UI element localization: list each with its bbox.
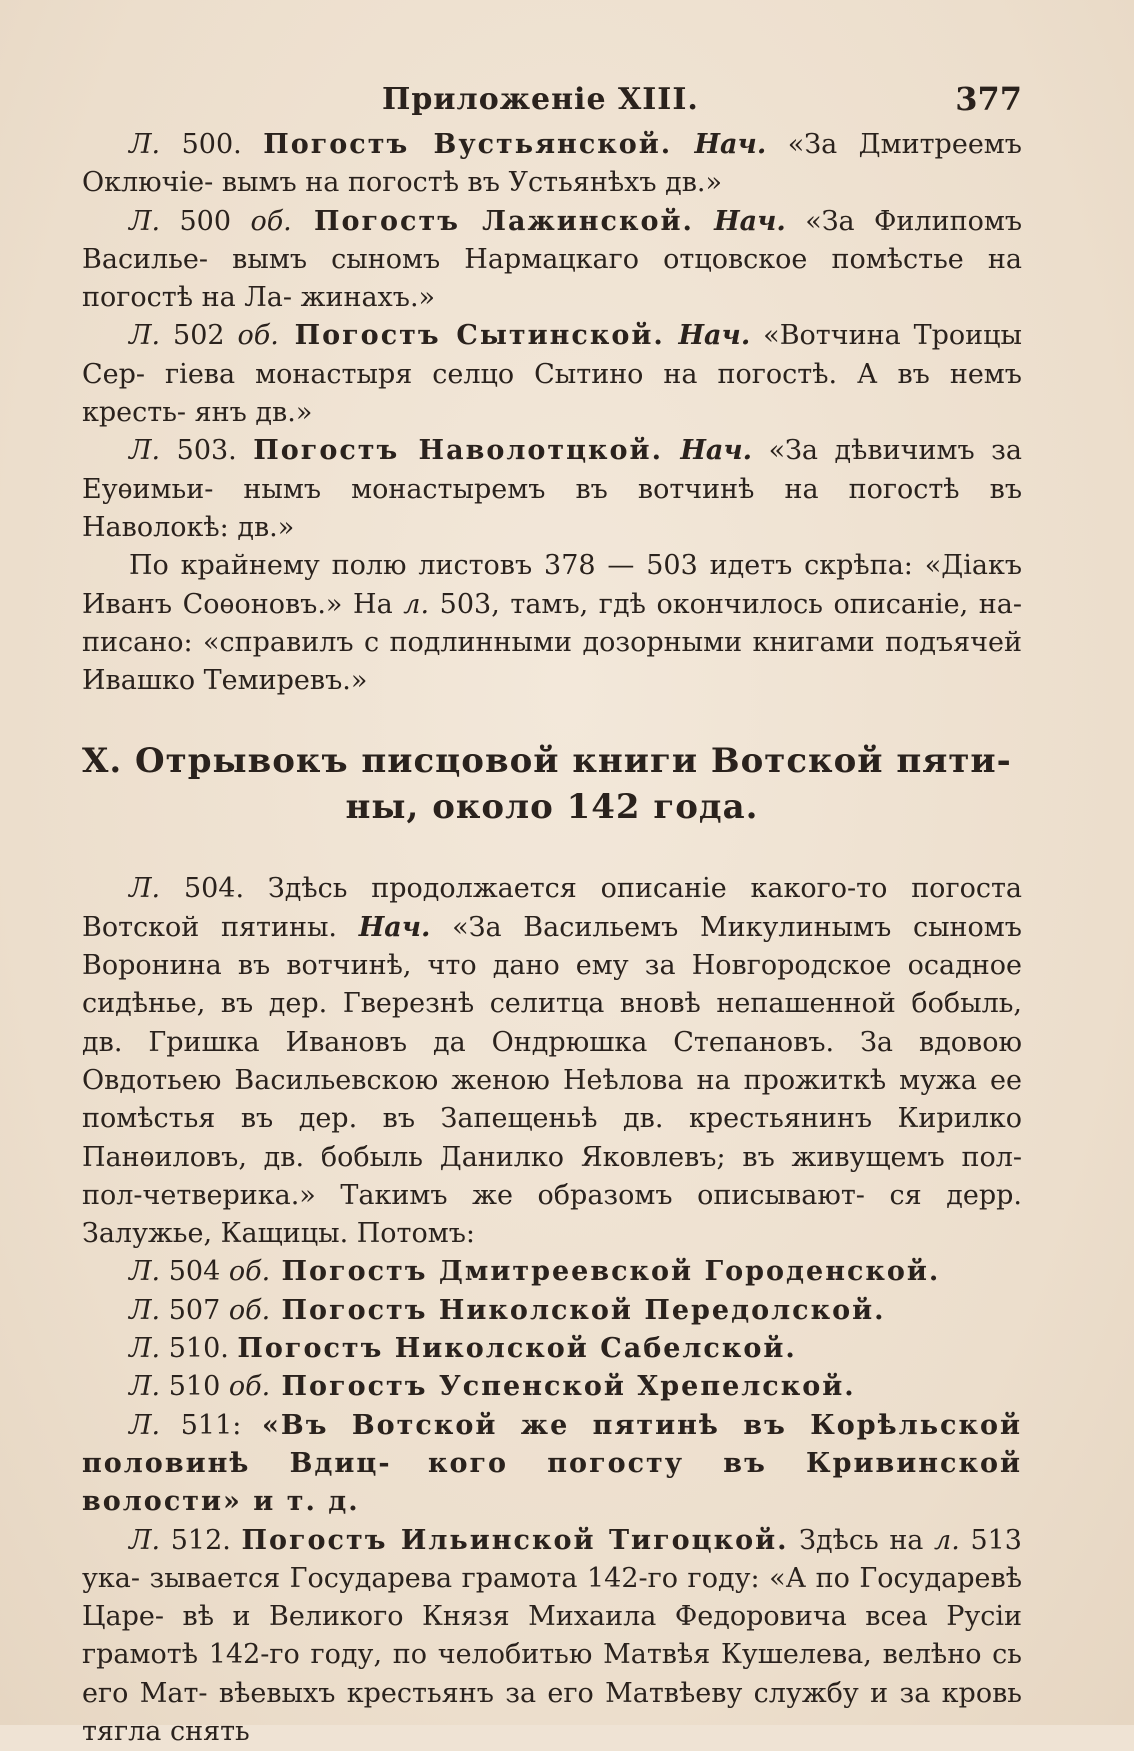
nach-label: Нач.	[672, 129, 766, 160]
top-block	[82, 126, 1022, 700]
nach-label: Нач.	[694, 206, 786, 237]
pogost-name: Погостъ Лажинской.	[292, 206, 694, 237]
leaf-ref: Л.	[129, 320, 160, 351]
note-text: 503, тамъ, гдѣ окончилось описаніе, на-	[429, 589, 1022, 620]
leaf-number: 500	[160, 206, 250, 237]
ob-label: об.	[229, 1371, 270, 1402]
leaf-number: 510	[160, 1371, 229, 1402]
entry-510	[82, 1330, 1022, 1368]
leaf-ref: Л.	[129, 1295, 160, 1326]
leaf-number: 510.	[160, 1333, 237, 1364]
entry-text: «Въ Вотской же пятинѣ въ Корѣльской половинѣ Вдиц-	[82, 1410, 1022, 1479]
entry-504	[82, 870, 1022, 1253]
section-heading-line: ны, около 142 года.	[82, 784, 1022, 830]
entry-text: гіева монастыря селцо Сытино на погостѣ. А въ немъ кресть-	[82, 359, 1022, 428]
entry-text: въ живущемъ пол-пол-четверика.» Такимъ же образомъ описывают-	[82, 1142, 1022, 1211]
leaf-ref: Л.	[129, 873, 160, 904]
entry-510-ob	[82, 1368, 1022, 1406]
leaf-ref: Л.	[129, 1371, 160, 1402]
ob-label: об.	[229, 1256, 270, 1287]
pogost-name: Погостъ Наволотцкой.	[253, 435, 663, 466]
note-text: По крайнему полю листовъ 378 — 503 идетъ скрѣпа: «Діакъ	[129, 550, 1022, 581]
leaf-ref: Л.	[129, 206, 160, 237]
leaf-ref: Л.	[129, 1333, 160, 1364]
entry-text: янъ дв.»	[195, 397, 313, 428]
entry-507-ob	[82, 1292, 1022, 1330]
leaf-ref: л.	[403, 589, 429, 620]
ob-label: об.	[250, 206, 291, 237]
ob-label: об.	[229, 1295, 270, 1326]
entry-512	[82, 1522, 1022, 1751]
pogost-name: Погостъ Николской Сабелской.	[237, 1333, 796, 1364]
entry-text: вѣ и Великого Князя Михаила Федоровича всеа Русіи грамотѣ	[82, 1601, 1022, 1670]
entry-503	[82, 432, 1022, 547]
section-heading-line: X. Отрывокъ писцовой книги Вотской пяти-	[82, 741, 1012, 781]
pogost-name: Погостъ Сытинской.	[279, 320, 665, 351]
entry-text: кого погосту въ Кривинской волости» и т. д.	[82, 1448, 1022, 1517]
skrepa-note	[82, 547, 1022, 700]
note-text: Ивашко Темиревъ.»	[82, 665, 367, 696]
leaf-ref: л.	[934, 1525, 960, 1556]
leaf-number: 507	[160, 1295, 229, 1326]
entry-500-ob	[82, 203, 1022, 318]
leaf-ref: Л.	[129, 1525, 160, 1556]
entry-text: да Ондрюшка Степановъ. За вдовою Овдотьею Васильевскою женою	[82, 1027, 1022, 1096]
pogost-name: Погостъ Дмитреевской Городенской.	[270, 1256, 940, 1287]
pogost-name: Погостъ Успенской Хрепелской.	[270, 1371, 856, 1402]
pogost-name: Погостъ Ильинской Тигоцкой.	[242, 1525, 789, 1556]
entry-text: пятины.	[221, 912, 359, 943]
entry-text: Гверезнѣ селитца вновѣ непашенной бобыль, дв. Гришка Ивановъ	[82, 988, 1022, 1057]
header-title: Приложеніе XIII.	[382, 82, 699, 117]
entry-text: крестьянинъ Кирилко Панѳиловъ, дв. бобыль Данилко Яковлевъ;	[82, 1103, 1022, 1172]
leaf-number: 500.	[160, 129, 263, 160]
entry-text: «За Васильемъ Микулинымъ сыномъ Воронина въ	[82, 912, 1022, 981]
leaf-number: 504	[160, 1256, 229, 1287]
leaf-ref: Л.	[129, 1410, 160, 1441]
entry-504-ob	[82, 1253, 1022, 1291]
leaf-ref: Л.	[129, 129, 160, 160]
leaf-number: 502	[160, 320, 237, 351]
leaf-number: 511:	[160, 1410, 262, 1441]
entry-text: 142-го году, по челобитью Матвѣя Кушелева, велѣно сь его Мат-	[82, 1639, 1022, 1708]
pogost-name: Погостъ Вустьянской.	[263, 129, 672, 160]
entry-text: «За Дмитреемъ Оключіе-	[82, 129, 1022, 198]
entry-text: вымъ на погостѣ въ Устьянѣхъ дв.»	[222, 167, 722, 198]
leaf-ref: Л.	[129, 435, 160, 466]
nach-label: Нач.	[359, 912, 431, 943]
leaf-number: 503.	[160, 435, 253, 466]
entry-500	[82, 126, 1022, 203]
note-text: писано: «справилъ с подлинными дозорными книгами подъячей	[82, 627, 1022, 658]
entry-text: вѣевыхъ крестьянъ за его Матвѣеву службу и за кровь тягла снять	[82, 1678, 1022, 1747]
entry-text: ся дерр. Залужье, Кащицы. Потомъ:	[82, 1180, 1022, 1249]
bottom-block	[82, 870, 1022, 1751]
entry-text: вотчинѣ, что дано ему за Новгородское осадное сидѣнье, въ дер.	[82, 950, 1022, 1019]
entry-text: зывается Государева грамота 142-го году: «А по Государевѣ Царе-	[82, 1563, 1022, 1632]
nach-label: Нач.	[663, 435, 752, 466]
ob-label: об.	[238, 320, 279, 351]
entry-text: нымъ монастыремъ въ вотчинѣ на погостѣ въ Наволокѣ: дв.»	[82, 474, 1022, 543]
entry-text: вымъ сыномъ Нармацкаго отцовское помѣстье на погостѣ на Ла-	[82, 244, 1022, 313]
entry-511	[82, 1407, 1022, 1522]
pogost-name: Погостъ Николской Передолской.	[270, 1295, 885, 1326]
leaf-number: 512.	[160, 1525, 241, 1556]
section-heading	[82, 738, 1022, 830]
entry-text: 504. Здѣсь продолжается описаніе какого-то погоста Вотской	[82, 873, 1022, 942]
entry-502-ob	[82, 317, 1022, 432]
entry-text: «За Филипомъ Василье-	[82, 206, 1022, 275]
page-number: 377	[955, 80, 1022, 118]
nach-label: Нач.	[665, 320, 750, 351]
entry-text: Неѣлова на прожиткѣ мужа ее помѣстья въ дер. въ Запещеньѣ дв.	[82, 1065, 1022, 1134]
entry-text: «Вотчина Троицы Сер-	[82, 320, 1022, 389]
leaf-ref: Л.	[129, 1256, 160, 1287]
entry-text: «За дѣвичимъ за Еуѳимьи-	[82, 435, 1022, 504]
running-head	[82, 72, 1022, 126]
entry-text: 513 ука-	[82, 1525, 1022, 1594]
note-text: Иванъ Соѳоновъ.» На	[82, 589, 403, 620]
entry-text: Здѣсь на	[789, 1525, 935, 1556]
entry-text: жинахъ.»	[301, 282, 435, 313]
